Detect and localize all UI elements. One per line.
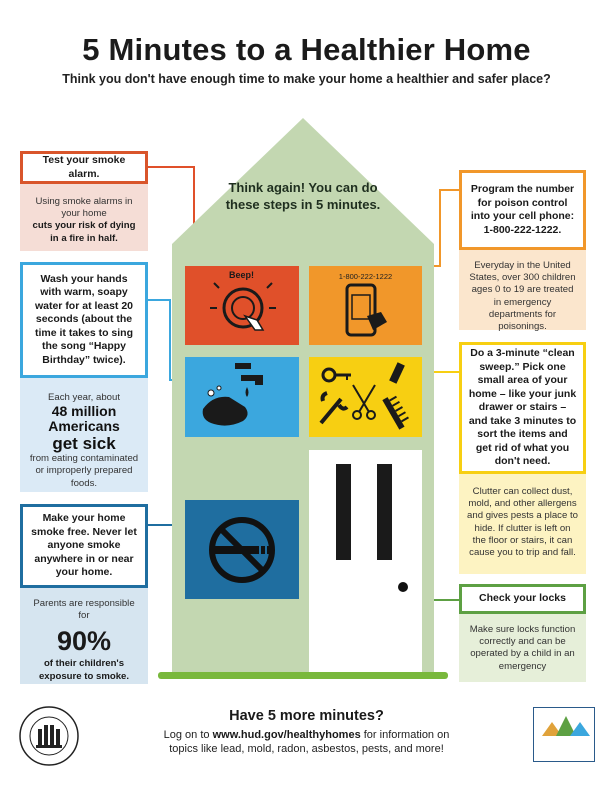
footer-title: Have 5 more minutes? <box>229 708 384 724</box>
clean-sweep-callout-title: Do a 3-minute “clean sweep.” Pick one small area of your home – like your junk drawer or stairs – and take 3 minutes to sort the items and get rid of what you don't need. <box>468 347 577 468</box>
smoke-free-callout <box>20 504 148 588</box>
front-door[interactable] <box>309 450 422 672</box>
healthy-homes-houses-icon <box>534 708 596 740</box>
hud-healthyhomes-link[interactable]: www.hud.gov/healthyhomes <box>212 729 361 741</box>
hand-washing-callout-title: Wash your hands with warm, soapy water for at least 20 seconds (about the time it takes to sing the song “Happy Birthday” twice). <box>34 272 134 366</box>
hand-washing-info <box>20 378 148 492</box>
smoke-alarm-callout <box>20 151 148 184</box>
clean-sweep-info <box>459 474 586 574</box>
check-locks-callout <box>459 584 586 614</box>
keys-scissors-comb-icon <box>309 357 422 437</box>
clean-sweep-tile <box>309 357 422 437</box>
smoke-alarm-tile <box>185 266 299 345</box>
nosmoke-stat-percent: 90% <box>56 626 112 657</box>
smoke-info-bold: cuts your risk of dying in a fire in half. <box>32 220 136 244</box>
nosmoke-info-pre: Parents are responsible for <box>33 598 135 622</box>
door-window-left <box>336 464 351 560</box>
poison-control-tile <box>309 266 422 345</box>
tile-phone-number: 1-800-222-1222 <box>338 272 393 281</box>
locks-info-text: Make sure locks function correctly and can be operated by a child in an emergency <box>469 624 576 672</box>
footer-text-pre: Log on to <box>163 729 213 741</box>
cell-phone-icon <box>309 266 422 345</box>
door-knob-icon[interactable] <box>398 582 408 592</box>
wash-stat-americans: 48 million Americans <box>48 403 120 435</box>
wash-info-post: from eating contaminated or improperly prepared foods. <box>29 453 139 489</box>
poison-control-info <box>459 250 586 333</box>
healthy-homes-logo <box>533 707 595 762</box>
smoke-alarm-callout-title: Test your smoke alarm. <box>42 154 126 180</box>
nosmoke-info-post: of their children's exposure to smoke. <box>38 658 130 682</box>
clean-sweep-callout <box>459 342 586 474</box>
hand-washing-callout <box>20 262 148 378</box>
no-smoking-icon <box>185 500 299 599</box>
smoke-alarm-icon <box>185 266 299 345</box>
wash-stat-get-sick: get sick <box>52 434 116 454</box>
smoke-alarm-info <box>20 184 148 251</box>
sweep-info-text: Clutter can collect dust, mold, and other allergens and gives pests a place to hide. If clutter is left on the floor or stairs, it can cause you to trip and fall. <box>467 486 578 559</box>
smoke-free-tile <box>185 500 299 599</box>
check-locks-info <box>459 614 586 682</box>
smoke-free-callout-title: Make your home smoke free. Never let anyone smoke anywhere in or near your home. <box>31 512 137 579</box>
footer-text <box>150 728 463 756</box>
poison-control-callout <box>459 170 586 250</box>
smoke-free-info <box>20 588 148 684</box>
ground <box>158 672 448 679</box>
page-subtitle: Think you don't have enough time to make your home a healthier and safer place? <box>62 72 551 86</box>
wash-info-pre: Each year, about <box>47 392 120 403</box>
hand-washing-icon <box>185 357 299 437</box>
door-window-right <box>377 464 392 560</box>
poison-info-text: Everyday in the United States, over 300 children ages 0 to 19 are treated in emergency departments for poisonings. <box>469 260 576 333</box>
house-center-text: Think again! You can do these steps in 5 minutes. <box>225 180 381 212</box>
poison-control-callout-title: Program the number for poison control into your cell phone: 1-800-222-1222. <box>470 183 575 236</box>
hand-washing-tile <box>185 357 299 437</box>
footer-text-post: for information on topics like lead, mold, radon, asbestos, pests, and more! <box>169 729 450 755</box>
check-locks-callout-title: Check your locks <box>479 592 566 605</box>
smoke-info-text: Using smoke alarms in your home <box>35 196 133 220</box>
page-title: 5 Minutes to a Healthier Home <box>82 32 531 67</box>
beep-label: Beep! <box>229 270 255 280</box>
